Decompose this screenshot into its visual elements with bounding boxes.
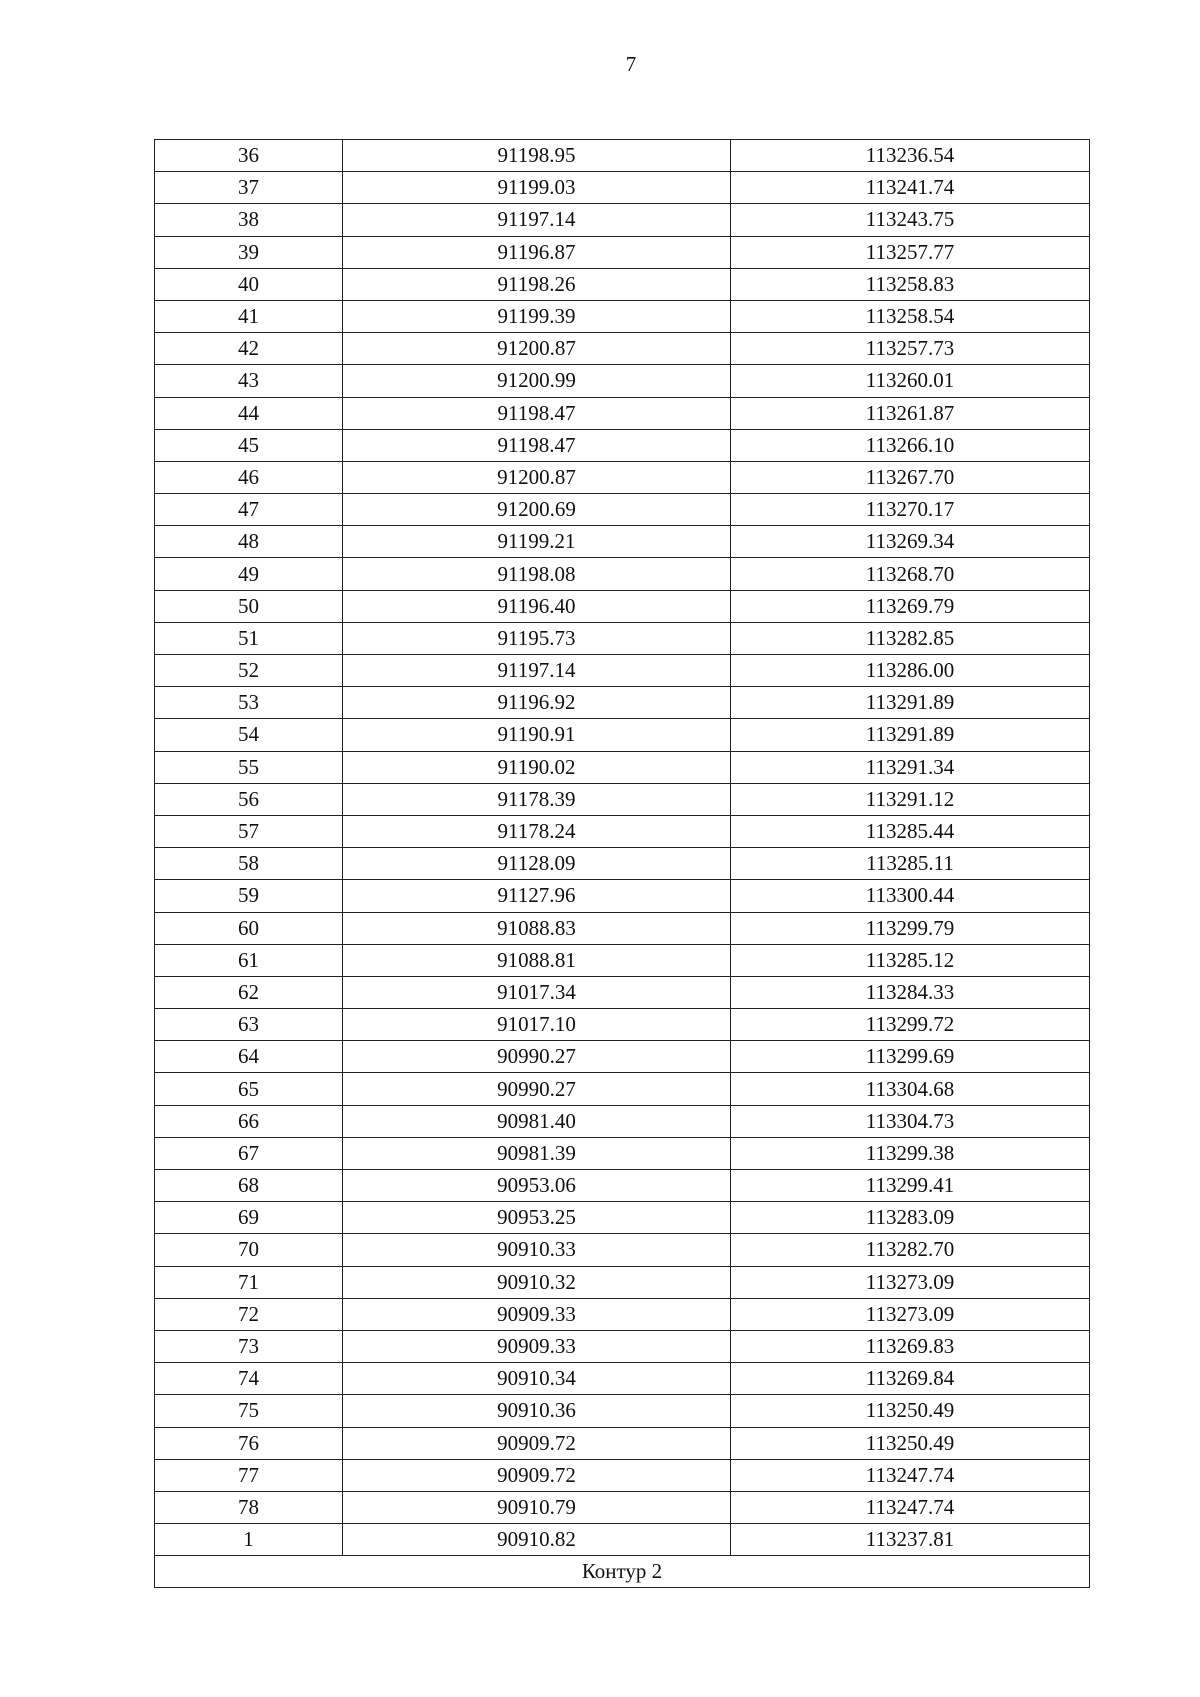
point-number-cell: 38 bbox=[155, 204, 343, 236]
point-number-cell: 47 bbox=[155, 494, 343, 526]
y-coordinate-cell: 113236.54 bbox=[731, 140, 1090, 172]
point-number-cell: 45 bbox=[155, 429, 343, 461]
x-coordinate-cell: 91198.47 bbox=[343, 397, 731, 429]
y-coordinate-cell: 113282.85 bbox=[731, 622, 1090, 654]
table-row bbox=[155, 1137, 1090, 1169]
table-row bbox=[155, 848, 1090, 880]
point-number-cell: 1 bbox=[155, 1524, 343, 1556]
point-number-cell: 74 bbox=[155, 1363, 343, 1395]
table-row bbox=[155, 1330, 1090, 1362]
table-row bbox=[155, 526, 1090, 558]
x-coordinate-cell: 91178.39 bbox=[343, 783, 731, 815]
table-row bbox=[155, 815, 1090, 847]
x-coordinate-cell: 91190.02 bbox=[343, 751, 731, 783]
point-number-cell: 72 bbox=[155, 1298, 343, 1330]
y-coordinate-cell: 113285.44 bbox=[731, 815, 1090, 847]
coordinates-table-body bbox=[155, 140, 1090, 1588]
x-coordinate-cell: 90910.82 bbox=[343, 1524, 731, 1556]
point-number-cell: 46 bbox=[155, 461, 343, 493]
x-coordinate-cell: 91198.95 bbox=[343, 140, 731, 172]
x-coordinate-cell: 91017.10 bbox=[343, 1009, 731, 1041]
table-row bbox=[155, 300, 1090, 332]
point-number-cell: 60 bbox=[155, 912, 343, 944]
coordinates-table bbox=[154, 139, 1090, 1588]
point-number-cell: 54 bbox=[155, 719, 343, 751]
x-coordinate-cell: 91088.81 bbox=[343, 944, 731, 976]
point-number-cell: 53 bbox=[155, 687, 343, 719]
y-coordinate-cell: 113269.34 bbox=[731, 526, 1090, 558]
x-coordinate-cell: 90909.72 bbox=[343, 1427, 731, 1459]
table-row bbox=[155, 719, 1090, 751]
table-row bbox=[155, 204, 1090, 236]
table-row bbox=[155, 140, 1090, 172]
y-coordinate-cell: 113269.84 bbox=[731, 1363, 1090, 1395]
y-coordinate-cell: 113304.68 bbox=[731, 1073, 1090, 1105]
point-number-cell: 76 bbox=[155, 1427, 343, 1459]
y-coordinate-cell: 113291.34 bbox=[731, 751, 1090, 783]
x-coordinate-cell: 90909.33 bbox=[343, 1330, 731, 1362]
y-coordinate-cell: 113268.70 bbox=[731, 558, 1090, 590]
table-row bbox=[155, 976, 1090, 1008]
y-coordinate-cell: 113283.09 bbox=[731, 1202, 1090, 1234]
table-row bbox=[155, 1491, 1090, 1523]
y-coordinate-cell: 113299.72 bbox=[731, 1009, 1090, 1041]
point-number-cell: 59 bbox=[155, 880, 343, 912]
table-row bbox=[155, 268, 1090, 300]
point-number-cell: 49 bbox=[155, 558, 343, 590]
x-coordinate-cell: 91197.14 bbox=[343, 655, 731, 687]
x-coordinate-cell: 90909.33 bbox=[343, 1298, 731, 1330]
y-coordinate-cell: 113300.44 bbox=[731, 880, 1090, 912]
x-coordinate-cell: 91200.69 bbox=[343, 494, 731, 526]
y-coordinate-cell: 113291.12 bbox=[731, 783, 1090, 815]
y-coordinate-cell: 113299.79 bbox=[731, 912, 1090, 944]
section-row bbox=[155, 1556, 1090, 1588]
x-coordinate-cell: 91198.08 bbox=[343, 558, 731, 590]
y-coordinate-cell: 113286.00 bbox=[731, 655, 1090, 687]
x-coordinate-cell: 91127.96 bbox=[343, 880, 731, 912]
table-row bbox=[155, 622, 1090, 654]
table-row bbox=[155, 494, 1090, 526]
y-coordinate-cell: 113250.49 bbox=[731, 1395, 1090, 1427]
y-coordinate-cell: 113258.83 bbox=[731, 268, 1090, 300]
point-number-cell: 70 bbox=[155, 1234, 343, 1266]
point-number-cell: 69 bbox=[155, 1202, 343, 1234]
x-coordinate-cell: 90909.72 bbox=[343, 1459, 731, 1491]
table-row bbox=[155, 333, 1090, 365]
table-row bbox=[155, 1298, 1090, 1330]
x-coordinate-cell: 91199.03 bbox=[343, 172, 731, 204]
table-row bbox=[155, 1041, 1090, 1073]
point-number-cell: 66 bbox=[155, 1105, 343, 1137]
x-coordinate-cell: 91017.34 bbox=[343, 976, 731, 1008]
x-coordinate-cell: 90910.34 bbox=[343, 1363, 731, 1395]
point-number-cell: 51 bbox=[155, 622, 343, 654]
y-coordinate-cell: 113284.33 bbox=[731, 976, 1090, 1008]
y-coordinate-cell: 113299.69 bbox=[731, 1041, 1090, 1073]
x-coordinate-cell: 90990.27 bbox=[343, 1073, 731, 1105]
x-coordinate-cell: 91199.39 bbox=[343, 300, 731, 332]
y-coordinate-cell: 113267.70 bbox=[731, 461, 1090, 493]
point-number-cell: 56 bbox=[155, 783, 343, 815]
point-number-cell: 50 bbox=[155, 590, 343, 622]
x-coordinate-cell: 91196.87 bbox=[343, 236, 731, 268]
point-number-cell: 42 bbox=[155, 333, 343, 365]
y-coordinate-cell: 113299.41 bbox=[731, 1170, 1090, 1202]
point-number-cell: 62 bbox=[155, 976, 343, 1008]
point-number-cell: 68 bbox=[155, 1170, 343, 1202]
table-row bbox=[155, 1009, 1090, 1041]
table-row bbox=[155, 590, 1090, 622]
x-coordinate-cell: 91198.47 bbox=[343, 429, 731, 461]
table-row bbox=[155, 751, 1090, 783]
page-number: 7 bbox=[625, 52, 637, 76]
x-coordinate-cell: 91190.91 bbox=[343, 719, 731, 751]
y-coordinate-cell: 113269.83 bbox=[731, 1330, 1090, 1362]
point-number-cell: 44 bbox=[155, 397, 343, 429]
table-row bbox=[155, 783, 1090, 815]
table-row bbox=[155, 1427, 1090, 1459]
y-coordinate-cell: 113243.75 bbox=[731, 204, 1090, 236]
point-number-cell: 37 bbox=[155, 172, 343, 204]
table-row bbox=[155, 172, 1090, 204]
section-label: Контур 2 bbox=[155, 1556, 1090, 1588]
y-coordinate-cell: 113273.09 bbox=[731, 1266, 1090, 1298]
x-coordinate-cell: 91197.14 bbox=[343, 204, 731, 236]
y-coordinate-cell: 113282.70 bbox=[731, 1234, 1090, 1266]
point-number-cell: 67 bbox=[155, 1137, 343, 1169]
point-number-cell: 64 bbox=[155, 1041, 343, 1073]
table-row bbox=[155, 1073, 1090, 1105]
y-coordinate-cell: 113299.38 bbox=[731, 1137, 1090, 1169]
x-coordinate-cell: 91128.09 bbox=[343, 848, 731, 880]
point-number-cell: 58 bbox=[155, 848, 343, 880]
x-coordinate-cell: 91199.21 bbox=[343, 526, 731, 558]
x-coordinate-cell: 90953.06 bbox=[343, 1170, 731, 1202]
y-coordinate-cell: 113304.73 bbox=[731, 1105, 1090, 1137]
table-row bbox=[155, 1363, 1090, 1395]
x-coordinate-cell: 91200.87 bbox=[343, 333, 731, 365]
table-row bbox=[155, 880, 1090, 912]
x-coordinate-cell: 90981.39 bbox=[343, 1137, 731, 1169]
y-coordinate-cell: 113241.74 bbox=[731, 172, 1090, 204]
table-row bbox=[155, 397, 1090, 429]
table-row bbox=[155, 1234, 1090, 1266]
point-number-cell: 65 bbox=[155, 1073, 343, 1105]
y-coordinate-cell: 113260.01 bbox=[731, 365, 1090, 397]
table-row bbox=[155, 655, 1090, 687]
point-number-cell: 55 bbox=[155, 751, 343, 783]
x-coordinate-cell: 90981.40 bbox=[343, 1105, 731, 1137]
y-coordinate-cell: 113269.79 bbox=[731, 590, 1090, 622]
point-number-cell: 40 bbox=[155, 268, 343, 300]
point-number-cell: 63 bbox=[155, 1009, 343, 1041]
table-row bbox=[155, 429, 1090, 461]
y-coordinate-cell: 113291.89 bbox=[731, 687, 1090, 719]
y-coordinate-cell: 113247.74 bbox=[731, 1491, 1090, 1523]
x-coordinate-cell: 91088.83 bbox=[343, 912, 731, 944]
x-coordinate-cell: 91200.99 bbox=[343, 365, 731, 397]
x-coordinate-cell: 90953.25 bbox=[343, 1202, 731, 1234]
y-coordinate-cell: 113250.49 bbox=[731, 1427, 1090, 1459]
table-row bbox=[155, 365, 1090, 397]
table-row bbox=[155, 1170, 1090, 1202]
y-coordinate-cell: 113257.73 bbox=[731, 333, 1090, 365]
table-row bbox=[155, 1105, 1090, 1137]
point-number-cell: 71 bbox=[155, 1266, 343, 1298]
table-row bbox=[155, 687, 1090, 719]
x-coordinate-cell: 91198.26 bbox=[343, 268, 731, 300]
x-coordinate-cell: 90910.36 bbox=[343, 1395, 731, 1427]
y-coordinate-cell: 113291.89 bbox=[731, 719, 1090, 751]
table-row bbox=[155, 558, 1090, 590]
point-number-cell: 78 bbox=[155, 1491, 343, 1523]
table-row bbox=[155, 944, 1090, 976]
x-coordinate-cell: 90910.33 bbox=[343, 1234, 731, 1266]
y-coordinate-cell: 113273.09 bbox=[731, 1298, 1090, 1330]
table-row bbox=[155, 1395, 1090, 1427]
y-coordinate-cell: 113261.87 bbox=[731, 397, 1090, 429]
y-coordinate-cell: 113247.74 bbox=[731, 1459, 1090, 1491]
table-row bbox=[155, 912, 1090, 944]
point-number-cell: 73 bbox=[155, 1330, 343, 1362]
point-number-cell: 75 bbox=[155, 1395, 343, 1427]
table-row bbox=[155, 1459, 1090, 1491]
x-coordinate-cell: 90910.79 bbox=[343, 1491, 731, 1523]
point-number-cell: 52 bbox=[155, 655, 343, 687]
point-number-cell: 61 bbox=[155, 944, 343, 976]
point-number-cell: 57 bbox=[155, 815, 343, 847]
table-row bbox=[155, 1524, 1090, 1556]
x-coordinate-cell: 91195.73 bbox=[343, 622, 731, 654]
point-number-cell: 43 bbox=[155, 365, 343, 397]
point-number-cell: 39 bbox=[155, 236, 343, 268]
table-row bbox=[155, 1202, 1090, 1234]
point-number-cell: 41 bbox=[155, 300, 343, 332]
x-coordinate-cell: 91196.92 bbox=[343, 687, 731, 719]
point-number-cell: 48 bbox=[155, 526, 343, 558]
y-coordinate-cell: 113285.11 bbox=[731, 848, 1090, 880]
x-coordinate-cell: 90990.27 bbox=[343, 1041, 731, 1073]
y-coordinate-cell: 113258.54 bbox=[731, 300, 1090, 332]
table-row bbox=[155, 461, 1090, 493]
x-coordinate-cell: 90910.32 bbox=[343, 1266, 731, 1298]
x-coordinate-cell: 91178.24 bbox=[343, 815, 731, 847]
y-coordinate-cell: 113266.10 bbox=[731, 429, 1090, 461]
y-coordinate-cell: 113257.77 bbox=[731, 236, 1090, 268]
point-number-cell: 36 bbox=[155, 140, 343, 172]
x-coordinate-cell: 91200.87 bbox=[343, 461, 731, 493]
y-coordinate-cell: 113285.12 bbox=[731, 944, 1090, 976]
table-row bbox=[155, 236, 1090, 268]
point-number-cell: 77 bbox=[155, 1459, 343, 1491]
x-coordinate-cell: 91196.40 bbox=[343, 590, 731, 622]
y-coordinate-cell: 113270.17 bbox=[731, 494, 1090, 526]
y-coordinate-cell: 113237.81 bbox=[731, 1524, 1090, 1556]
table-row bbox=[155, 1266, 1090, 1298]
